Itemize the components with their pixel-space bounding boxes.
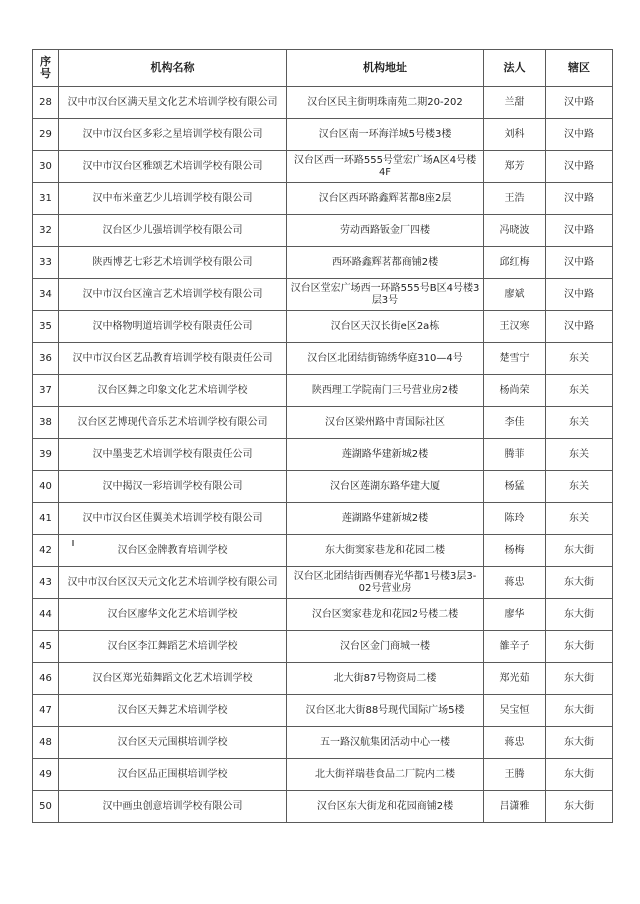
scan-artifact-mark <box>72 540 74 546</box>
cell-institution-address: 北大街祥瑞巷食品二厂院内二楼 <box>287 759 484 791</box>
cell-legal-representative: 蒋忠 <box>484 567 546 599</box>
institution-table <box>32 49 613 823</box>
cell-institution-address: 汉台区天汉长街e区2a栋 <box>287 311 484 343</box>
cell-serial-number: 37 <box>33 375 59 407</box>
table-row <box>33 119 613 151</box>
cell-institution-address: 汉台区北团结街锦绣华庭310—4号 <box>287 343 484 375</box>
cell-institution-name: 汉中揭汉一彩培训学校有限公司 <box>59 471 287 503</box>
table-row <box>33 599 613 631</box>
cell-district: 汉中路 <box>546 247 613 279</box>
cell-serial-number: 43 <box>33 567 59 599</box>
cell-district: 汉中路 <box>546 215 613 247</box>
table-row <box>33 535 613 567</box>
cell-legal-representative: 邱红梅 <box>484 247 546 279</box>
cell-serial-number: 34 <box>33 279 59 311</box>
cell-institution-name: 汉中市汉台区满天星文化艺术培训学校有限公司 <box>59 87 287 119</box>
cell-district: 东关 <box>546 375 613 407</box>
cell-legal-representative: 杨尚荣 <box>484 375 546 407</box>
cell-institution-name: 陕西博艺七彩艺术培训学校有限公司 <box>59 247 287 279</box>
cell-institution-name: 汉中墨斐艺术培训学校有限责任公司 <box>59 439 287 471</box>
cell-serial-number: 48 <box>33 727 59 759</box>
cell-institution-name: 汉中市汉台区潼言艺术培训学校有限公司 <box>59 279 287 311</box>
cell-institution-address: 陕西理工学院南门三号营业房2楼 <box>287 375 484 407</box>
cell-district: 东大街 <box>546 727 613 759</box>
cell-legal-representative: 雒辛子 <box>484 631 546 663</box>
cell-institution-name: 汉台区品正围棋培训学校 <box>59 759 287 791</box>
cell-serial-number: 42 <box>33 535 59 567</box>
cell-serial-number: 28 <box>33 87 59 119</box>
cell-institution-address: 汉台区窦家巷龙和花园2号楼二楼 <box>287 599 484 631</box>
header-institution-address: 机构地址 <box>287 50 484 87</box>
cell-institution-address: 莲湖路华建新城2楼 <box>287 439 484 471</box>
cell-serial-number: 41 <box>33 503 59 535</box>
cell-legal-representative: 楚雪宁 <box>484 343 546 375</box>
table-row <box>33 311 613 343</box>
cell-legal-representative: 腾菲 <box>484 439 546 471</box>
cell-institution-address: 北大街87号物资局二楼 <box>287 663 484 695</box>
cell-district: 东大街 <box>546 663 613 695</box>
cell-district: 东大街 <box>546 535 613 567</box>
cell-district: 汉中路 <box>546 151 613 183</box>
cell-institution-name: 汉台区廖华文化艺术培训学校 <box>59 599 287 631</box>
table-row <box>33 151 613 183</box>
table-row <box>33 247 613 279</box>
cell-serial-number: 39 <box>33 439 59 471</box>
cell-legal-representative: 郑光茹 <box>484 663 546 695</box>
cell-district: 东关 <box>546 503 613 535</box>
cell-institution-name: 汉中市汉台区佳翼美术培训学校有限公司 <box>59 503 287 535</box>
cell-district: 东大街 <box>546 631 613 663</box>
table-header-row <box>33 50 613 87</box>
cell-institution-name: 汉台区天舞艺术培训学校 <box>59 695 287 727</box>
cell-institution-address: 汉台区东大街龙和花园商铺2楼 <box>287 791 484 823</box>
cell-institution-name: 汉台区李江舞蹈艺术培训学校 <box>59 631 287 663</box>
cell-institution-address: 汉台区西一环路555号堂宏广场A区4号楼4F <box>287 151 484 183</box>
cell-district: 东关 <box>546 471 613 503</box>
cell-institution-name: 汉台区少儿强培训学校有限公司 <box>59 215 287 247</box>
cell-institution-address: 汉台区金门商城一楼 <box>287 631 484 663</box>
cell-legal-representative: 兰甜 <box>484 87 546 119</box>
cell-legal-representative: 杨猛 <box>484 471 546 503</box>
cell-institution-address: 汉台区南一环海洋城5号楼3楼 <box>287 119 484 151</box>
table-row <box>33 407 613 439</box>
cell-legal-representative: 蒋忠 <box>484 727 546 759</box>
cell-serial-number: 40 <box>33 471 59 503</box>
cell-legal-representative: 吕潇雅 <box>484 791 546 823</box>
cell-serial-number: 38 <box>33 407 59 439</box>
table-row <box>33 375 613 407</box>
cell-serial-number: 47 <box>33 695 59 727</box>
table-row <box>33 87 613 119</box>
cell-serial-number: 31 <box>33 183 59 215</box>
table-row <box>33 343 613 375</box>
cell-institution-address: 汉台区堂宏广场西一环路555号B区4号楼3层3号 <box>287 279 484 311</box>
cell-serial-number: 35 <box>33 311 59 343</box>
cell-serial-number: 32 <box>33 215 59 247</box>
cell-institution-name: 汉中市汉台区汉天元文化艺术培训学校有限公司 <box>59 567 287 599</box>
cell-legal-representative: 王汉寒 <box>484 311 546 343</box>
table-row <box>33 183 613 215</box>
cell-institution-address: 五一路汉航集团活动中心一楼 <box>287 727 484 759</box>
header-legal-representative: 法人 <box>484 50 546 87</box>
cell-legal-representative: 廖斌 <box>484 279 546 311</box>
cell-institution-name: 汉台区天元围棋培训学校 <box>59 727 287 759</box>
table-row <box>33 631 613 663</box>
cell-institution-name: 汉台区郑光茹舞蹈文化艺术培训学校 <box>59 663 287 695</box>
cell-district: 汉中路 <box>546 311 613 343</box>
cell-institution-address: 汉台区民主街明珠南苑二期20-202 <box>287 87 484 119</box>
cell-legal-representative: 吴宝恒 <box>484 695 546 727</box>
cell-institution-name: 汉台区舞之印象文化艺术培训学校 <box>59 375 287 407</box>
cell-institution-address: 汉台区北大街88号现代国际广场5楼 <box>287 695 484 727</box>
cell-institution-address: 西环路鑫辉茗都商铺2楼 <box>287 247 484 279</box>
cell-legal-representative: 陈玲 <box>484 503 546 535</box>
cell-institution-name: 汉中画虫创意培训学校有限公司 <box>59 791 287 823</box>
table-body <box>33 87 613 823</box>
cell-district: 东关 <box>546 439 613 471</box>
header-district: 辖区 <box>546 50 613 87</box>
cell-district: 汉中路 <box>546 119 613 151</box>
cell-institution-name: 汉中市汉台区艺品教育培训学校有限责任公司 <box>59 343 287 375</box>
cell-legal-representative: 王浩 <box>484 183 546 215</box>
table-row <box>33 663 613 695</box>
table-row <box>33 503 613 535</box>
header-serial-number: 序号 <box>33 50 59 87</box>
cell-legal-representative: 郑芳 <box>484 151 546 183</box>
cell-institution-address: 劳动西路钣金厂四楼 <box>287 215 484 247</box>
cell-serial-number: 50 <box>33 791 59 823</box>
cell-institution-name: 汉台区艺博现代音乐艺术培训学校有限公司 <box>59 407 287 439</box>
table-row <box>33 695 613 727</box>
table-row <box>33 439 613 471</box>
table-row <box>33 279 613 311</box>
cell-institution-name: 汉中布米童艺少儿培训学校有限公司 <box>59 183 287 215</box>
cell-institution-name: 汉中市汉台区雅颂艺术培训学校有限公司 <box>59 151 287 183</box>
cell-serial-number: 30 <box>33 151 59 183</box>
cell-legal-representative: 杨梅 <box>484 535 546 567</box>
cell-district: 东大街 <box>546 791 613 823</box>
cell-institution-name: 汉台区金牌教育培训学校 <box>59 535 287 567</box>
cell-district: 东大街 <box>546 599 613 631</box>
cell-district: 东大街 <box>546 759 613 791</box>
cell-legal-representative: 廖华 <box>484 599 546 631</box>
header-institution-name: 机构名称 <box>59 50 287 87</box>
cell-district: 汉中路 <box>546 279 613 311</box>
cell-institution-address: 汉台区梁州路中青国际社区 <box>287 407 484 439</box>
cell-district: 东关 <box>546 343 613 375</box>
cell-institution-name: 汉中市汉台区多彩之星培训学校有限公司 <box>59 119 287 151</box>
cell-serial-number: 49 <box>33 759 59 791</box>
cell-legal-representative: 刘科 <box>484 119 546 151</box>
table-row <box>33 471 613 503</box>
cell-institution-address: 莲湖路华建新城2楼 <box>287 503 484 535</box>
table-row <box>33 759 613 791</box>
cell-institution-address: 汉台区北团结街西侧春光华都1号楼3层3-02号营业房 <box>287 567 484 599</box>
table-row <box>33 215 613 247</box>
cell-district: 东大街 <box>546 695 613 727</box>
cell-legal-representative: 冯晓波 <box>484 215 546 247</box>
cell-serial-number: 33 <box>33 247 59 279</box>
cell-legal-representative: 李佳 <box>484 407 546 439</box>
cell-legal-representative: 王腾 <box>484 759 546 791</box>
cell-institution-address: 汉台区西环路鑫辉茗都8座2层 <box>287 183 484 215</box>
cell-district: 汉中路 <box>546 183 613 215</box>
cell-institution-name: 汉中格物明道培训学校有限责任公司 <box>59 311 287 343</box>
table-row <box>33 567 613 599</box>
cell-district: 东大街 <box>546 567 613 599</box>
cell-serial-number: 44 <box>33 599 59 631</box>
cell-institution-address: 汉台区莲湖东路华建大厦 <box>287 471 484 503</box>
cell-institution-address: 东大街窦家巷龙和花园二楼 <box>287 535 484 567</box>
cell-district: 东关 <box>546 407 613 439</box>
cell-serial-number: 46 <box>33 663 59 695</box>
cell-serial-number: 36 <box>33 343 59 375</box>
cell-district: 汉中路 <box>546 87 613 119</box>
table-row <box>33 791 613 823</box>
cell-serial-number: 45 <box>33 631 59 663</box>
table-row <box>33 727 613 759</box>
document-page <box>32 49 612 823</box>
cell-serial-number: 29 <box>33 119 59 151</box>
